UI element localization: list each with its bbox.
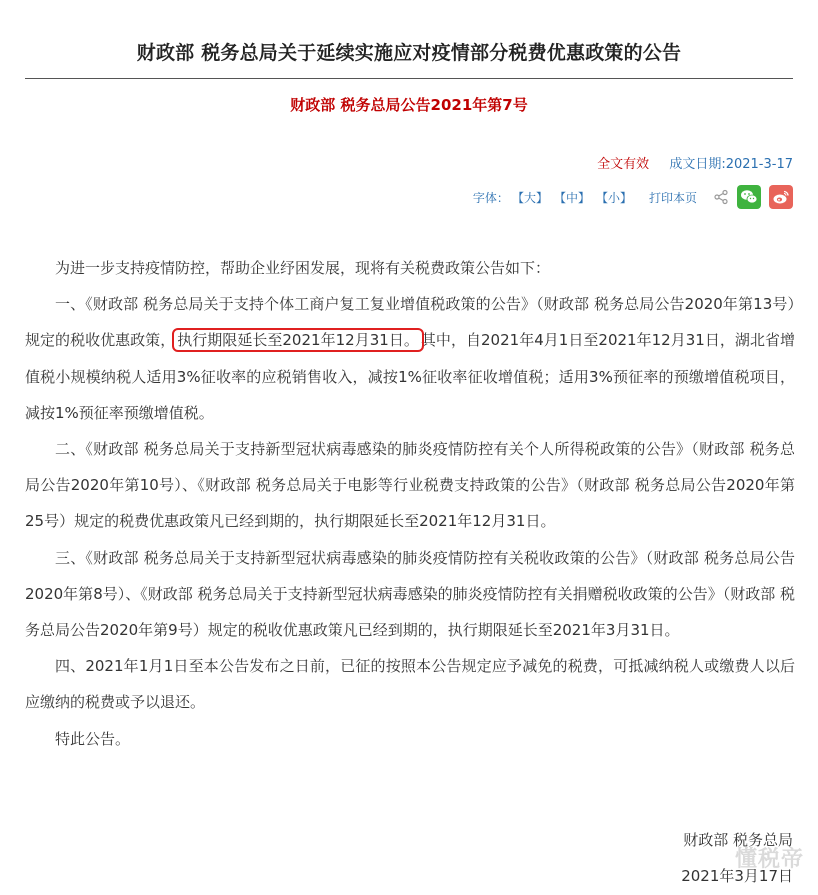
title-divider <box>25 78 793 79</box>
highlighted-deadline: 执行期限延长至2021年12月31日。 <box>177 331 419 350</box>
clause-1-paragraph <box>25 286 795 431</box>
wechat-icon[interactable] <box>737 185 761 209</box>
toolbar <box>473 184 793 210</box>
font-size-medium-button[interactable]: 【中】 <box>553 190 590 205</box>
page-title: 财政部 税务总局关于延续实施应对疫情部分税费优惠政策的公告 <box>136 42 682 64</box>
signature-block <box>681 822 793 894</box>
date-value: 2021-3-17 <box>725 157 793 172</box>
share-icon[interactable] <box>713 189 729 205</box>
announcement-body <box>25 250 795 757</box>
intro-paragraph: 为进一步支持疫情防控，帮助企业纾困发展，现将有关税费政策公告如下： <box>55 259 551 277</box>
clause-4-paragraph: 四、2021年1月1日至本公告发布之日前，已征的按照本公告规定应予减免的税费，可抵减纳税人或缴费人以后应缴纳的税费或予以退还。 <box>25 657 795 712</box>
clause-1-text-after: 其中，自2021年4月1日至2021年12月31日，湖北省增值税小规模纳税人适用3%征收率的应税销售收入，减按1%征收率征收增值税；适用3%预征率的预缴增值税项目，减按1%预征率预缴增值税。 <box>25 331 795 422</box>
watermark: 懂税帝 <box>734 847 804 872</box>
font-size-small-button[interactable]: 【小】 <box>595 190 632 205</box>
clause-1-text-before: 一、《财政部 税务总局关于支持个体工商户复工复业增值税政策的公告》（财政部 税务总局公告2020年第13号）规定的税收优惠政策， <box>25 295 795 350</box>
closing-paragraph: 特此公告。 <box>55 729 131 748</box>
validity-status: 全文有效 <box>597 157 650 172</box>
clause-2-paragraph: 二、《财政部 税务总局关于支持新型冠状病毒感染的肺炎疫情防控有关个人所得税政策的公告》（财政部 税务总局公告2020年第10号）、《财政部 税务总局关于电影等行业税费支持政策的公告》（财政部 税务总局公告2020年第25号）规定的税费优惠政策凡已经到期的，执行期限延长至2021年12月31日。 <box>25 440 795 531</box>
font-size-large-button[interactable]: 【大】 <box>511 190 548 205</box>
signature-org: 财政部 税务总局 <box>683 831 793 849</box>
signature-date: 2021年3月17日 <box>681 867 793 885</box>
document-number: 财政部 税务总局公告2021年第7号 <box>290 96 528 114</box>
clause-3-paragraph: 三、《财政部 税务总局关于支持新型冠状病毒感染的肺炎疫情防控有关税收政策的公告》（财政部 税务总局公告2020年第8号）、《财政部 税务总局关于支持新型冠状病毒感染的肺炎疫情防控有关捐赠税收政策的公告》（财政部 税务总局公告2020年第9号）规定的税收优惠政策凡已经到期的，执行期限延长至2021年3月31日。 <box>25 548 795 640</box>
weibo-icon[interactable] <box>769 185 793 209</box>
document-meta <box>597 153 793 172</box>
font-size-label: 字体： <box>472 190 509 205</box>
print-page-link[interactable]: 打印本页 <box>648 190 697 205</box>
date-label: 成文日期: <box>669 157 726 172</box>
